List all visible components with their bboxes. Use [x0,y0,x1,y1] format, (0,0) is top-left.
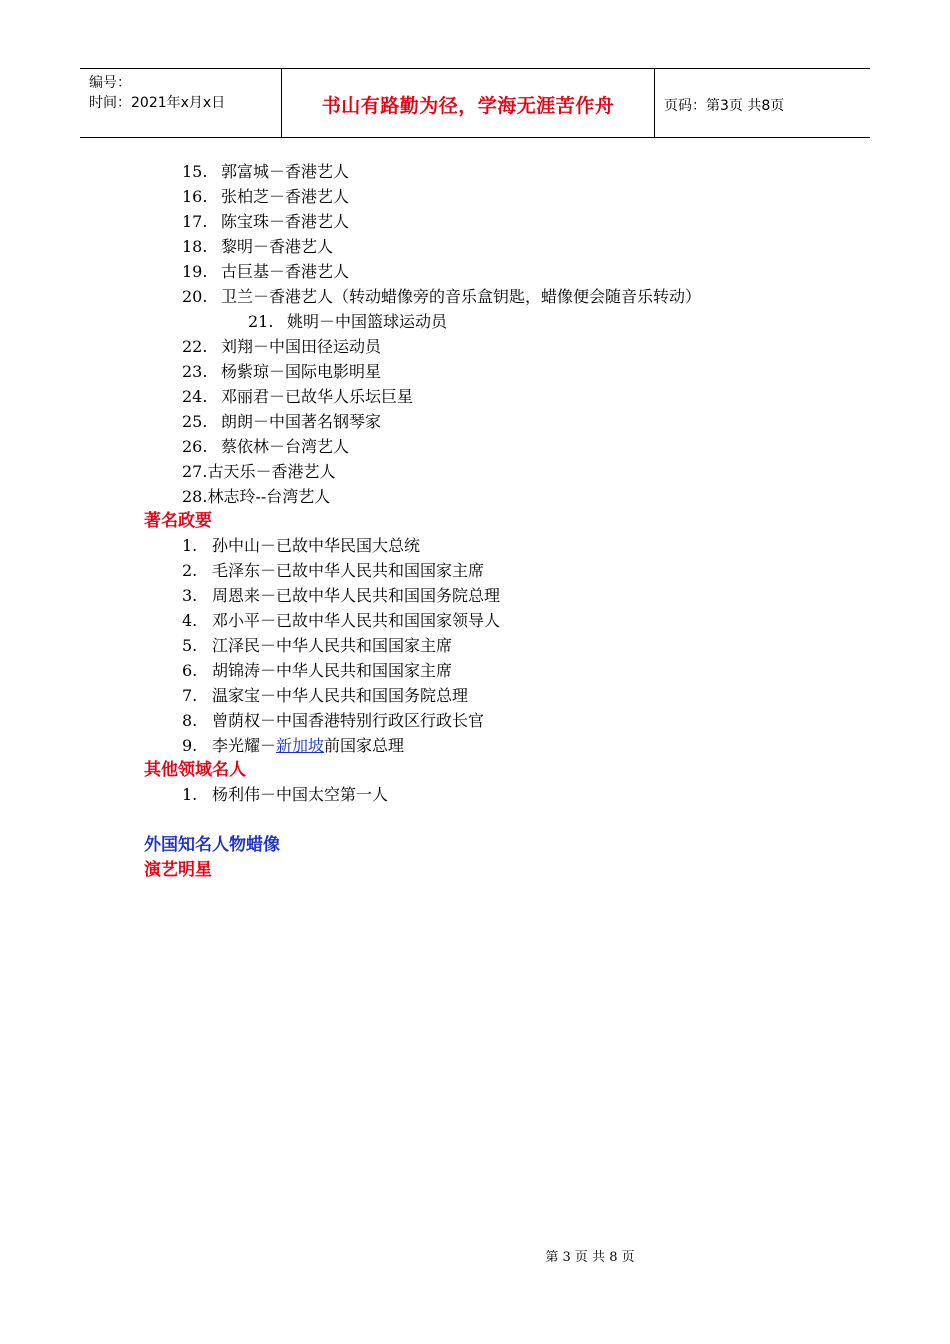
list-item: 27.古天乐－香港艺人 [182,462,336,481]
list-item: 1. 孙中山－已故中华民国大总统 [182,536,421,555]
list-item: 9. 李光耀－新加坡前国家总理 [182,736,405,755]
list-item: 6. 胡锦涛－中华人民共和国国家主席 [182,661,453,680]
list-item: 16. 张柏芝－香港艺人 [182,187,350,206]
section-heading-foreign: 外国知名人物蜡像 [144,835,280,855]
list-item: 22. 刘翔－中国田径运动员 [182,337,382,356]
list-item: 2. 毛泽东－已故中华人民共和国国家主席 [182,561,485,580]
list-item: 21. 姚明－中国篮球运动员 [248,312,448,331]
doc-number-label: 编号： [89,75,131,91]
header-meta [89,73,225,113]
list-item: 1. 杨利伟－中国太空第一人 [182,785,389,804]
list-item: 8. 曾荫权－中国香港特别行政区行政长官 [182,711,485,730]
list-item: 19. 古巨基－香港艺人 [182,262,350,281]
list-item: 18. 黎明－香港艺人 [182,237,334,256]
page-footer: 第 3 页 共 8 页 [545,1250,635,1265]
singapore-link[interactable]: 新加坡 [276,736,325,755]
list-item: 7. 温家宝－中华人民共和国国务院总理 [182,686,469,705]
list-item: 4. 邓小平－已故中华人民共和国国家领导人 [182,611,501,630]
list-item: 17. 陈宝珠－香港艺人 [182,212,350,231]
list-item: 3. 周恩来－已故中华人民共和国国务院总理 [182,586,501,605]
list-item: 5. 江泽民－中华人民共和国国家主席 [182,636,453,655]
section-heading-stars: 演艺明星 [144,860,212,880]
list-item: 25. 朗朗－中国著名钢琴家 [182,412,382,431]
header-motto: 书山有路勤为径，学海无涯苦作舟 [321,95,615,117]
doc-date-label: 时间：2021年x月x日 [89,95,226,111]
list-item: 28.林志玲--台湾艺人 [182,487,331,506]
header-divider [654,69,655,137]
list-item: 26. 蔡依林－台湾艺人 [182,437,350,456]
section-heading-politicians: 著名政要 [144,511,212,531]
list-item: 20. 卫兰－香港艺人（转动蜡像旁的音乐盒钥匙，蜡像便会随音乐转动） [182,287,702,306]
header-page-number: 页码：第3页 共8页 [664,98,785,114]
page-header [80,68,870,138]
section-heading-other: 其他领域名人 [144,760,246,780]
list-item: 24. 邓丽君－已故华人乐坛巨星 [182,387,414,406]
list-item: 23. 杨紫琼－国际电影明星 [182,362,382,381]
list-item: 15. 郭富城－香港艺人 [182,162,350,181]
